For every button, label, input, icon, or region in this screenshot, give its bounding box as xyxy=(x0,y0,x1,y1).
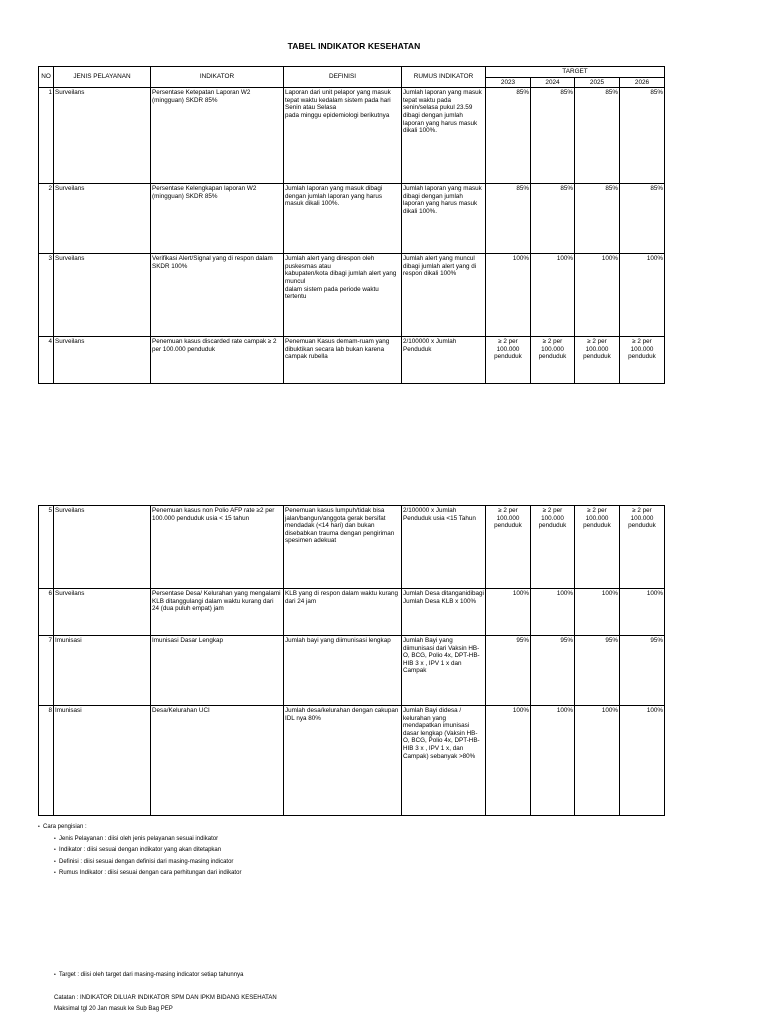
note-text: Indikator : diisi sesuai dengan indikator yang akan ditetapkan xyxy=(59,847,222,853)
row-target: 100% xyxy=(620,254,665,337)
row-rumus: Jumlah Desa ditanganidibagi Jumlah Desa KLB x 100% xyxy=(402,589,486,636)
row-jenis: Imunisasi xyxy=(54,636,151,706)
table-row xyxy=(39,337,665,384)
note-item xyxy=(38,868,241,880)
row-no: 7 xyxy=(39,636,54,706)
table-row xyxy=(39,88,665,184)
row-definisi: Jumlah laporan yang masuk dibagi dengan jumlah laporan yang harus masuk dikali 100%. xyxy=(284,184,402,254)
note-item xyxy=(38,845,241,857)
row-definisi: Laporan dari unit pelapor yang masuk tepat waktu kedalam sistem pada hari Senin atau Selasa pada minggu epidemiologi berikutnya xyxy=(284,88,402,184)
table-row xyxy=(39,706,665,816)
row-rumus: 2/100000 x Jumlah Penduduk usia <15 Tahun xyxy=(402,506,486,589)
row-rumus: Jumlah laporan yang masuk tepat waktu pada senin/selasa pukul 23.59 dibagi dengan jumlah laporan yang harus masuk dikali 100%. xyxy=(402,88,486,184)
bullet-icon: • xyxy=(54,847,56,853)
row-target: ≥ 2 per 100.000 penduduk xyxy=(486,506,531,589)
row-no: 4 xyxy=(39,337,54,384)
header-no: NO xyxy=(39,67,54,88)
notes-section xyxy=(38,822,241,880)
note-item xyxy=(38,834,241,846)
row-definisi: KLB yang di respon dalam waktu kurang dari 24 jam xyxy=(284,589,402,636)
row-jenis: Imunisasi xyxy=(54,706,151,816)
row-target: 100% xyxy=(620,589,665,636)
row-target: 100% xyxy=(575,254,620,337)
row-target: 85% xyxy=(575,88,620,184)
row-target: 100% xyxy=(620,706,665,816)
table-row xyxy=(39,589,665,636)
row-target: 85% xyxy=(531,184,575,254)
row-indikator: Persentase Kelengkapan laporan W2 (mingguan) SKDR 85% xyxy=(151,184,284,254)
row-no: 3 xyxy=(39,254,54,337)
row-target: 100% xyxy=(531,706,575,816)
header-rumus-indikator: RUMUS INDIKATOR xyxy=(402,67,486,88)
row-target: 100% xyxy=(486,254,531,337)
row-indikator: Verifikasi Alert/Signal yang di respon dalam SKDR 100% xyxy=(151,254,284,337)
row-target: 85% xyxy=(575,184,620,254)
table-row xyxy=(39,254,665,337)
bullet-icon: • xyxy=(54,835,56,842)
footer-note: Catatan : INDIKATOR DILUAR INDIKATOR SPM DAN IPKM BIDANG KESEHATAN xyxy=(54,995,277,1001)
header-target: TARGET xyxy=(486,67,665,78)
row-target: ≥ 2 per 100.000 penduduk xyxy=(531,337,575,384)
note-item xyxy=(38,857,241,869)
bullet-icon: • xyxy=(54,870,56,876)
row-target: 85% xyxy=(486,184,531,254)
row-jenis: Surveilans xyxy=(54,337,151,384)
row-indikator: Imunisasi Dasar Lengkap xyxy=(151,636,284,706)
footer xyxy=(54,993,277,1014)
note-text: Rumus Indikator : diisi sesuai dengan cara perhitungan dari indikator xyxy=(59,870,242,876)
row-target: ≥ 2 per 100.000 penduduk xyxy=(486,337,531,384)
table-row xyxy=(39,636,665,706)
row-target: ≥ 2 per 100.000 penduduk xyxy=(531,506,575,589)
bullet-icon: • xyxy=(54,972,56,978)
row-indikator: Penemuan kasus non Polio AFP rate ≥2 per 100.000 penduduk usia < 15 tahun xyxy=(151,506,284,589)
bullet-icon: • xyxy=(54,858,56,865)
row-target: 95% xyxy=(531,636,575,706)
row-indikator: Persentase Desa/ Kelurahan yang mengalami KLB ditanggulangi dalam waktu kurang dari 24 (dua puluh empat) jam xyxy=(151,589,284,636)
row-no: 8 xyxy=(39,706,54,816)
row-target: 100% xyxy=(575,706,620,816)
row-definisi: Penemuan kasus lumpuh/tidak bisa jalan/bangun/anggota gerak bersifat mendadak (<14 hari) dan bukan disebabkan trauma dengan pengiriman spesimen adekuat xyxy=(284,506,402,589)
row-no: 2 xyxy=(39,184,54,254)
row-target: 95% xyxy=(620,636,665,706)
row-no: 1 xyxy=(39,88,54,184)
row-no: 5 xyxy=(39,506,54,589)
page-title: TABEL INDIKATOR KESEHATAN xyxy=(287,41,421,51)
row-target: 100% xyxy=(531,254,575,337)
footer-deadline: Maksimal tgl 20 Jan masuk ke Sub Bag PEP xyxy=(54,1005,173,1012)
row-rumus: Jumlah laporan yang masuk dibagi dengan jumlah laporan yang harus masuk dikali 100%. xyxy=(402,184,486,254)
note-text: Jenis Pelayanan : diisi oleh jenis pelayanan sesuai indikator xyxy=(59,835,219,842)
header-year: 2026 xyxy=(620,77,665,88)
table-row xyxy=(39,506,665,589)
row-target: 100% xyxy=(486,706,531,816)
row-target: 95% xyxy=(575,636,620,706)
row-jenis: Surveilans xyxy=(54,254,151,337)
row-target: 100% xyxy=(486,589,531,636)
bullet-icon: • xyxy=(38,824,40,830)
target-note-text: Target : diisi oleh target dari masing-masing indicator setiap tahunnya xyxy=(59,972,244,978)
row-target: 100% xyxy=(531,589,575,636)
row-rumus: Jumlah Bayi yang diimunisasi dari Vaksin HB-O, BCG, Polio 4x, DPT-HB-HIB 3 x , IPV 1 x dan Campak xyxy=(402,636,486,706)
row-no: 6 xyxy=(39,589,54,636)
row-jenis: Surveilans xyxy=(54,88,151,184)
table-row xyxy=(39,184,665,254)
note-text: Definisi : diisi sesuai dengan definisi dari masing-masing indicator xyxy=(59,858,234,865)
row-definisi: Jumlah bayi yang diimunisasi lengkap xyxy=(284,636,402,706)
row-jenis: Surveilans xyxy=(54,506,151,589)
indicator-table-part-2 xyxy=(38,505,665,816)
row-target: ≥ 2 per 100.000 penduduk xyxy=(620,337,665,384)
row-rumus: Jumlah Bayi didesa / kelurahan yang mendapatkan imunisasi dasar lengkap (Vaksin HB-O, BCG, Polio 4x, DPT-HB-HIB 3 x , IPV 1 x, dan Campak) sebanyak >80% xyxy=(402,706,486,816)
row-target: 100% xyxy=(575,589,620,636)
row-definisi: Jumlah alert yang direspon oleh puskesmas atau kabupaten/kota dibagi jumlah alert yang muncul dalam sistem pada periode waktu tertentu xyxy=(284,254,402,337)
indicator-table-part-1 xyxy=(38,66,665,384)
row-definisi: Jumlah desa/kelurahan dengan cakupan IDL nya 80% xyxy=(284,706,402,816)
row-indikator: Desa/Kelurahan UCI xyxy=(151,706,284,816)
row-rumus: 2/100000 x Jumlah Penduduk xyxy=(402,337,486,384)
row-jenis: Surveilans xyxy=(54,184,151,254)
row-target: 85% xyxy=(620,184,665,254)
row-jenis: Surveilans xyxy=(54,589,151,636)
row-target: 85% xyxy=(486,88,531,184)
row-target: ≥ 2 per 100.000 penduduk xyxy=(575,337,620,384)
row-target: ≥ 2 per 100.000 penduduk xyxy=(620,506,665,589)
header-jenis-pelayanan: JENIS PELAYANAN xyxy=(54,67,151,88)
row-indikator: Penemuan kasus discarded rate campak ≥ 2 per 100.000 penduduk xyxy=(151,337,284,384)
header-year: 2023 xyxy=(486,77,531,88)
header-indikator: INDIKATOR xyxy=(151,67,284,88)
row-target: 95% xyxy=(486,636,531,706)
target-note xyxy=(54,970,243,982)
header-definisi: DEFINISI xyxy=(284,67,402,88)
notes-heading: Cara pengisian : xyxy=(43,824,87,830)
header-year: 2024 xyxy=(531,77,575,88)
row-indikator: Persentase Ketepatan Laporan W2 (mingguan) SKDR 85% xyxy=(151,88,284,184)
row-definisi: Penemuan Kasus demam-ruam yang dibuktikan secara lab bukan karena campak rubella xyxy=(284,337,402,384)
row-target: 85% xyxy=(620,88,665,184)
notes-heading-line xyxy=(38,822,241,834)
row-target: ≥ 2 per 100.000 penduduk xyxy=(575,506,620,589)
row-rumus: Jumlah alert yang muncul dibagi jumlah alert yang di respon dikali 100% xyxy=(402,254,486,337)
header-year: 2025 xyxy=(575,77,620,88)
row-target: 85% xyxy=(531,88,575,184)
